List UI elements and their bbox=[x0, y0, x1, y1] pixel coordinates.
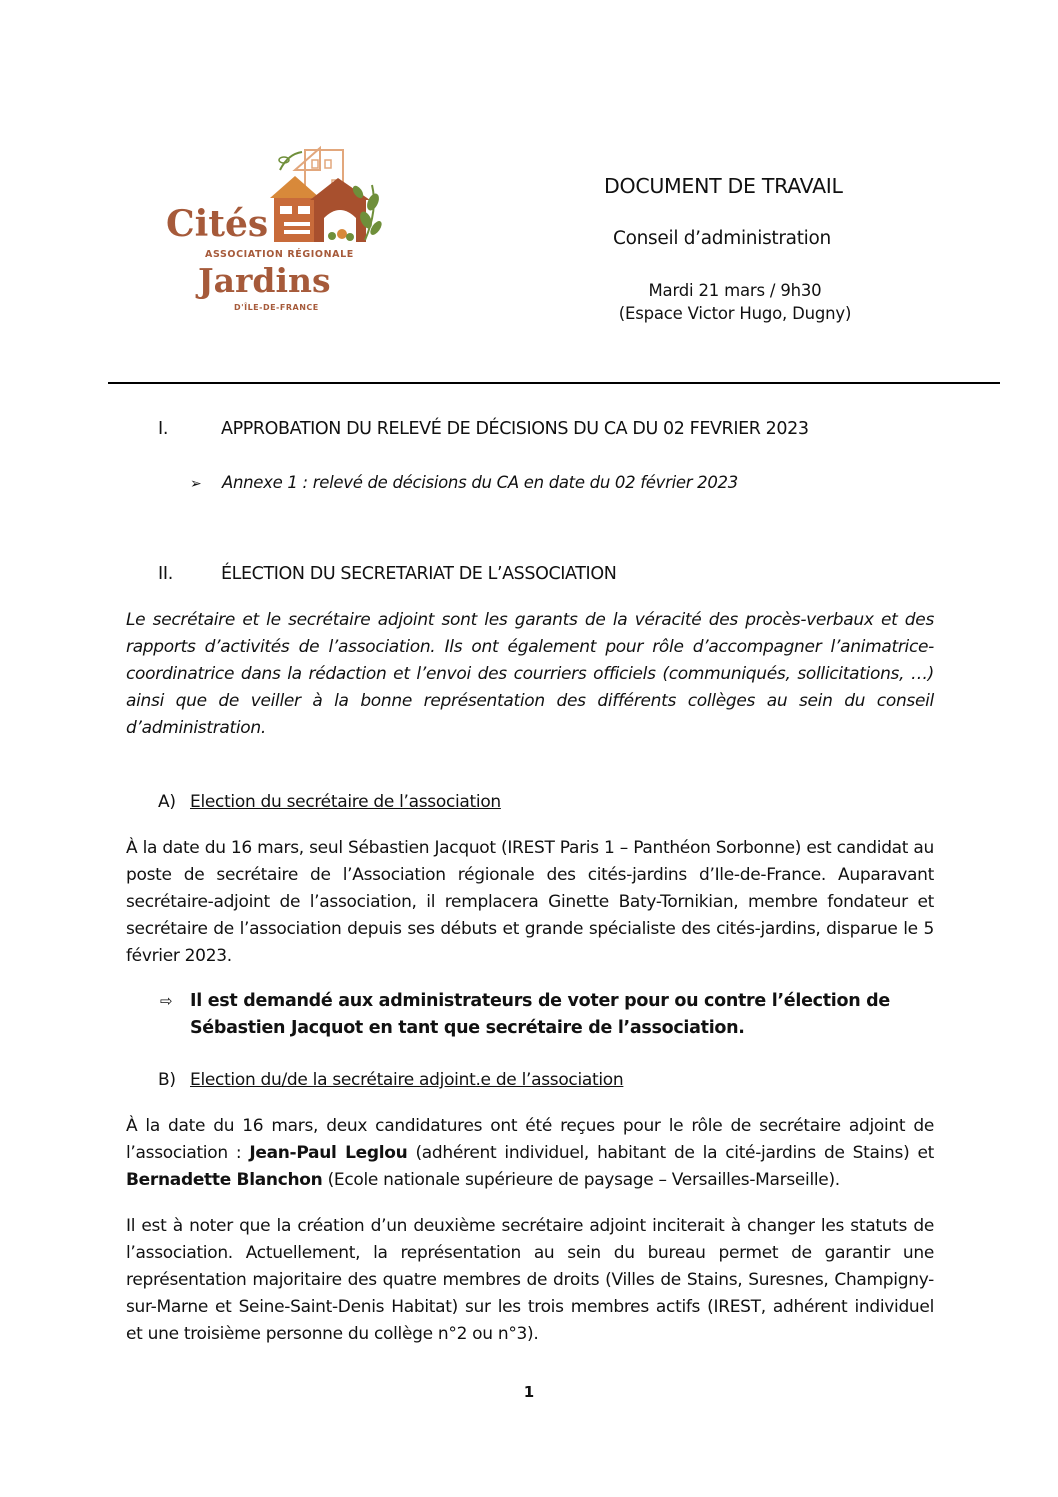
candidate-1-name: Jean-Paul Leglou bbox=[249, 1143, 408, 1163]
logo-jardins-text: Jardins bbox=[198, 261, 331, 300]
logo-cites-text: Cités bbox=[166, 203, 269, 245]
subsection-a-paragraph: À la date du 16 mars, seul Sébastien Jacquot (IREST Paris 1 – Panthéon Sorbonne) est candidat au poste de secrétaire de l’Association régionale des cités-jardins d’Ile-de-France. Auparavant secrétaire-adjoint de l’association, il remplacera Ginette Baty-Tornikian, membre fondateur et secrétaire de l’association depuis ses débuts et grande spécialiste des cités-jardins, disparue le 5 février 2023. bbox=[126, 838, 934, 966]
meeting-date-place bbox=[610, 279, 860, 325]
logo bbox=[160, 140, 390, 320]
subsection-b-paragraph-2: Il est à noter que la création d’un deuxième secrétaire adjoint inciterait à changer les statuts de l’association. Actuellement, la représentation au sein du bureau permet de garantir une représentation majoritaire des quatre membres de droits (Villes de Stains, Suresnes, Champigny-sur-Marne et Seine-Saint-Denis Habitat) sur les trois membres actifs (IREST, adhérent individuel et une troisième personne du collège n°2 ou n°3). bbox=[126, 1216, 934, 1344]
vote-request bbox=[160, 988, 935, 1042]
subsection-b-paragraph-1 bbox=[126, 1113, 934, 1194]
document-subtitle: Conseil d’administration bbox=[613, 228, 831, 249]
p1-text-c: (Ecole nationale supérieure de paysage – Versailles-Marseille). bbox=[322, 1170, 840, 1190]
subsection-a-title: Election du secrétaire de l’association bbox=[190, 792, 501, 812]
p1-text-b: (adhérent individuel, habitant de la cité-jardins de Stains) et bbox=[407, 1143, 934, 1163]
subsection-a-label: A) bbox=[158, 792, 176, 812]
logo-idf-text: D'ÎLE-DE-FRANCE bbox=[234, 303, 319, 312]
section-2-number: II. bbox=[158, 564, 173, 584]
subsection-b-title: Election du/de la secrétaire adjoint.e de l’association bbox=[190, 1070, 624, 1090]
subsection-a-heading bbox=[158, 792, 501, 812]
page-number: 1 bbox=[523, 1383, 535, 1401]
subsection-b-label: B) bbox=[158, 1070, 176, 1090]
section-1-number: I. bbox=[158, 419, 169, 439]
meeting-date: Mardi 21 mars / 9h30 bbox=[648, 281, 822, 300]
annex-text: Annexe 1 : relevé de décisions du CA en date du 02 février 2023 bbox=[222, 473, 738, 492]
meeting-place: (Espace Victor Hugo, Dugny) bbox=[618, 304, 852, 323]
document-title: DOCUMENT DE TRAVAIL bbox=[604, 174, 843, 198]
vote-request-text: Il est demandé aux administrateurs de voter pour ou contre l’élection de Sébastien Jacquot en tant que secrétaire de l’association. bbox=[190, 991, 890, 1038]
arrow-right-icon: ⇨ bbox=[160, 992, 173, 1010]
candidate-2-name: Bernadette Blanchon bbox=[126, 1170, 323, 1190]
arrowhead-bullet-icon: ➢ bbox=[190, 476, 202, 492]
subsection-b-heading bbox=[158, 1070, 623, 1090]
p1-text-a: À la date du 16 mars, deux candidatures ont été reçues pour le rôle de secrétaire adjoint de l’association : bbox=[126, 1116, 934, 1163]
annex-item bbox=[190, 473, 738, 492]
section-2-title: ÉLECTION DU SECRETARIAT DE L’ASSOCIATION bbox=[221, 564, 617, 584]
header-divider bbox=[108, 382, 1000, 384]
logo-association-text: ASSOCIATION RÉGIONALE bbox=[205, 249, 354, 260]
section-2-intro: Le secrétaire et le secrétaire adjoint sont les garants de la véracité des procès-verbaux et des rapports d’activités de l’association. Ils ont également pour rôle d’accompagner l’animatrice-coordinatrice dans la rédaction et l’envoi des courriers officiels (communiqués, sollicitations, …) ainsi que de veiller à la bonne représentation des différents collèges au sein du conseil d’administration. bbox=[126, 610, 934, 738]
section-1-title: APPROBATION DU RELEVÉ DE DÉCISIONS DU CA DU 02 FEVRIER 2023 bbox=[221, 419, 809, 439]
